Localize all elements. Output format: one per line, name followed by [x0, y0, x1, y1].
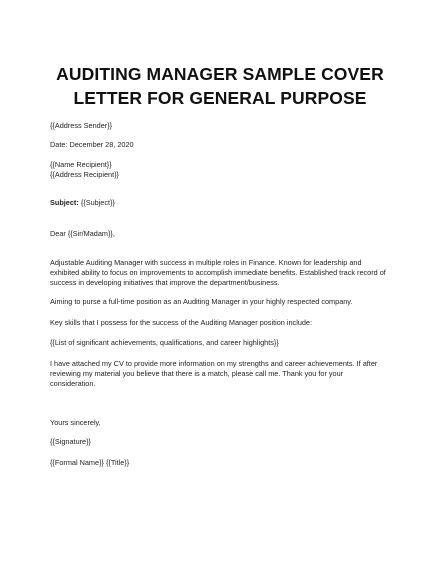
- address-recipient: {{Address Recipient}}: [50, 170, 119, 179]
- signature: {{Signature}}: [50, 437, 91, 446]
- formal-name-title: {{Formal Name}} {{Title}}: [50, 458, 130, 467]
- paragraph-1-line-1: Adjustable Auditing Manager with success in multiple roles in Finance. Known for leadership and: [50, 258, 362, 267]
- closing: Yours sincerely,: [50, 418, 101, 427]
- title-line-2: LETTER FOR GENERAL PURPOSE: [73, 88, 367, 108]
- subject-value: {{Subject}}: [78, 198, 115, 207]
- paragraph-2: Aiming to purse a full-time position as an Auditing Manager in your highly respected company.: [50, 297, 353, 306]
- paragraph-1-line-2: exhibited ability to focus on improvements to accomplish immediate benefits. Established track record of: [50, 268, 386, 277]
- letter-title: [40, 62, 400, 110]
- letter-date: Date: December 28, 2020: [50, 140, 134, 149]
- subject-label: Subject:: [50, 198, 79, 207]
- name-recipient: {{Name Recipient}}: [50, 160, 112, 169]
- paragraph-5-line-3: consideration.: [50, 379, 96, 388]
- salutation: Dear {{Sir/Madam}},: [50, 229, 115, 238]
- paragraph-1-line-3: success in developing initiatives that improve the department/business.: [50, 278, 280, 287]
- paragraph-3: Key skills that I possess for the success of the Auditing Manager position include:: [50, 318, 313, 327]
- title-line-1: AUDITING MANAGER SAMPLE COVER: [56, 64, 384, 84]
- subject-line: [50, 198, 400, 208]
- paragraph-5-line-2: reviewing my material you believe that there is a match, please call me. Thank you for your: [50, 369, 344, 378]
- paragraph-5-line-1: I have attached my CV to provide more information on my strengths and career achievements. If after: [50, 359, 378, 368]
- address-sender: {{Address Sender}}: [50, 121, 113, 130]
- paragraph-4: {{List of significant achievements, qualifications, and career highlights}}: [50, 338, 279, 347]
